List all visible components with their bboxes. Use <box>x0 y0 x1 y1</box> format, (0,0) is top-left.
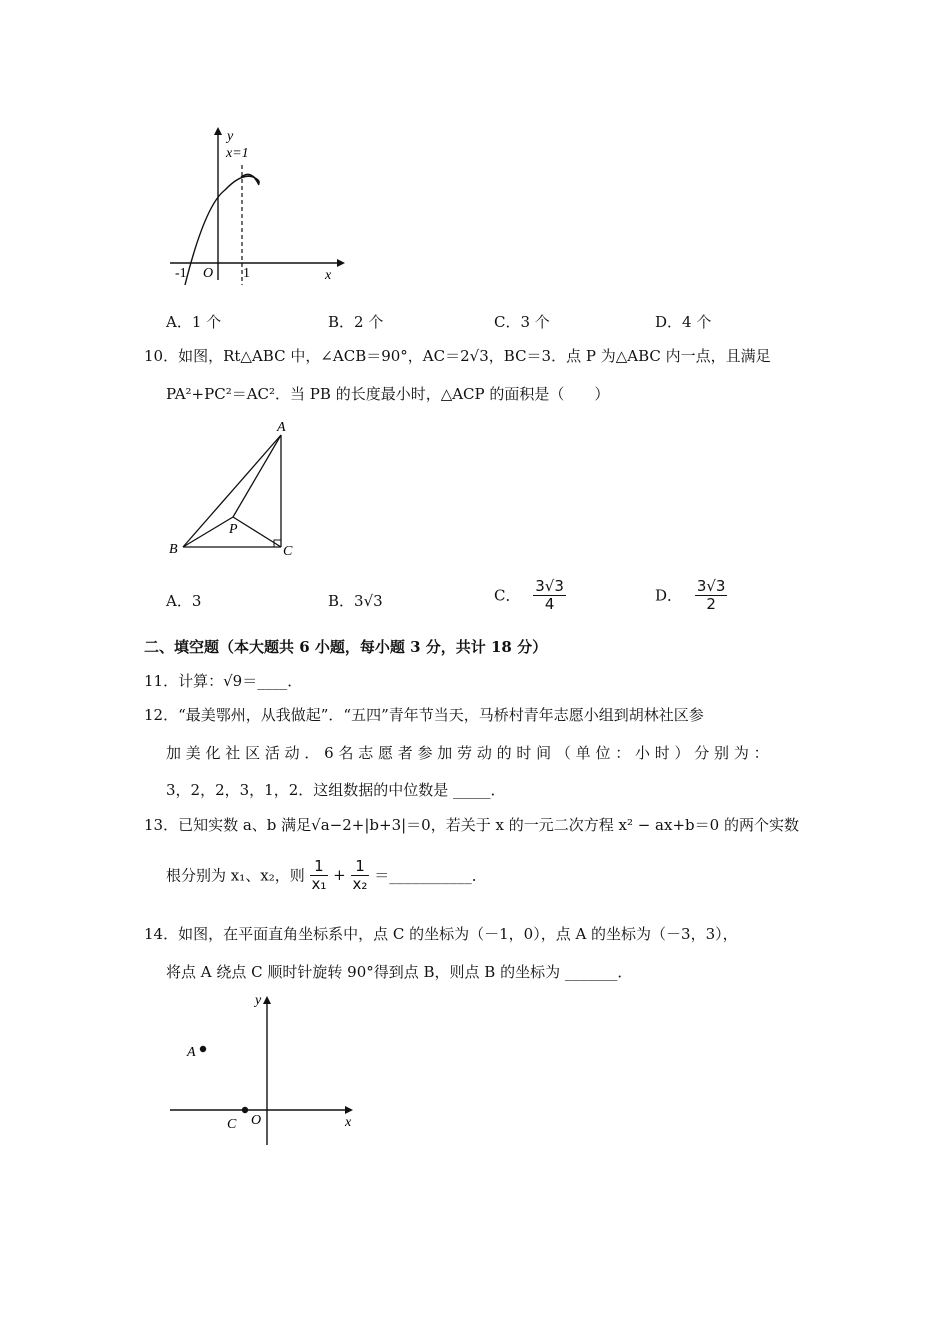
q10-option-a: A．3 <box>166 592 202 610</box>
q14-label-y: y <box>255 993 262 1008</box>
q9-line-label: x=1 <box>226 146 249 161</box>
q9-tick-1: 1 <box>243 266 250 281</box>
q10-line1: 10．如图，Rt△ABC 中，∠ACB＝90°，AC＝2√3，BC＝3．点 P 为△ABC 内一点，且满足 <box>144 347 771 365</box>
q10-label-C: C <box>283 544 293 559</box>
q9-x-label: x <box>325 268 332 283</box>
q14-label-C: C <box>227 1117 237 1132</box>
q9-option-d: D．4 个 <box>655 313 712 331</box>
q9-option-c: C．3 个 <box>494 313 550 331</box>
q10-seg-PB <box>183 517 233 547</box>
q10-triangle-figure <box>165 415 305 565</box>
q14-y-arrow <box>263 996 271 1004</box>
q14-label-A: A <box>187 1045 196 1060</box>
q10-option-c: C． $\frac{3√3}{4}$ <box>494 577 564 613</box>
q12-line1: 12．“最美鄂州，从我做起”．“五四”青年节当天，马桥村青年志愿小组到胡林社区参 <box>144 706 704 724</box>
q12-line3: 3，2，2，3，1，2．这组数据的中位数是 _____． <box>166 781 506 799</box>
q12-line2: 加 美 化 社 区 活 动 ． 6 名 志 愿 者 参 加 劳 动 的 时 间 （ 单 位 ： 小 时 ） 分 别 为 ： <box>166 744 769 762</box>
q9-option-a: A．1 个 <box>166 313 222 331</box>
q9-y-label: y <box>227 129 234 144</box>
section-2-heading: 二、填空题（本大题共 6 小题，每小题 3 分，共计 18 分） <box>144 638 548 656</box>
q11: 11．计算：√9＝____． <box>144 672 303 690</box>
q14-point-C <box>242 1107 248 1113</box>
q14-coordinate-figure <box>165 990 365 1150</box>
q13-frac1: $\frac{1}{\text{x₁}}$ <box>311 857 327 893</box>
q14-line1: 14．如图，在平面直角坐标系中，点 C 的坐标为（－1，0），点 A 的坐标为（－3，3）， <box>144 925 738 943</box>
q14-x-arrow <box>345 1106 353 1114</box>
q10-line2: PA²+PC²＝AC²．当 PB 的长度最小时，△ACP 的面积是（ ） <box>166 385 610 403</box>
q10-label-A: A <box>277 420 286 435</box>
q9-parabola-graph <box>165 125 345 285</box>
q14-point-A <box>200 1046 206 1052</box>
q9-origin-label: O <box>203 266 214 281</box>
q9-option-b: B．2 个 <box>328 313 384 331</box>
q13-line2: 根分别为 x₁、x₂，则 $\frac{1}{\text{x₁}}$ + $\frac{1}{\text{x₂}}$ ＝___________． <box>166 857 487 893</box>
q10-label-B: B <box>169 542 178 557</box>
q14-label-O: O <box>251 1113 262 1128</box>
q13-frac2: $\frac{1}{\text{x₂}}$ <box>352 857 368 893</box>
q9-tick-neg1: -1 <box>175 266 187 281</box>
q14-line2: 将点 A 绕点 C 顺时针旋转 90°得到点 B，则点 B 的坐标为 _______． <box>166 963 633 981</box>
q9-x-arrow <box>337 259 345 267</box>
q10-label-P: P <box>229 522 238 537</box>
q10-seg-PA <box>233 435 281 517</box>
q10-option-b: B．3√3 <box>328 592 383 610</box>
q10-option-d: D． $\frac{3√3}{2}$ <box>655 577 726 613</box>
q9-y-arrow <box>214 127 222 135</box>
q14-label-x: x <box>345 1115 352 1130</box>
q13-line1: 13．已知实数 a、b 满足√a−2+|b+3|＝0，若关于 x 的一元二次方程 x² − ax+b＝0 的两个实数 <box>144 816 799 834</box>
